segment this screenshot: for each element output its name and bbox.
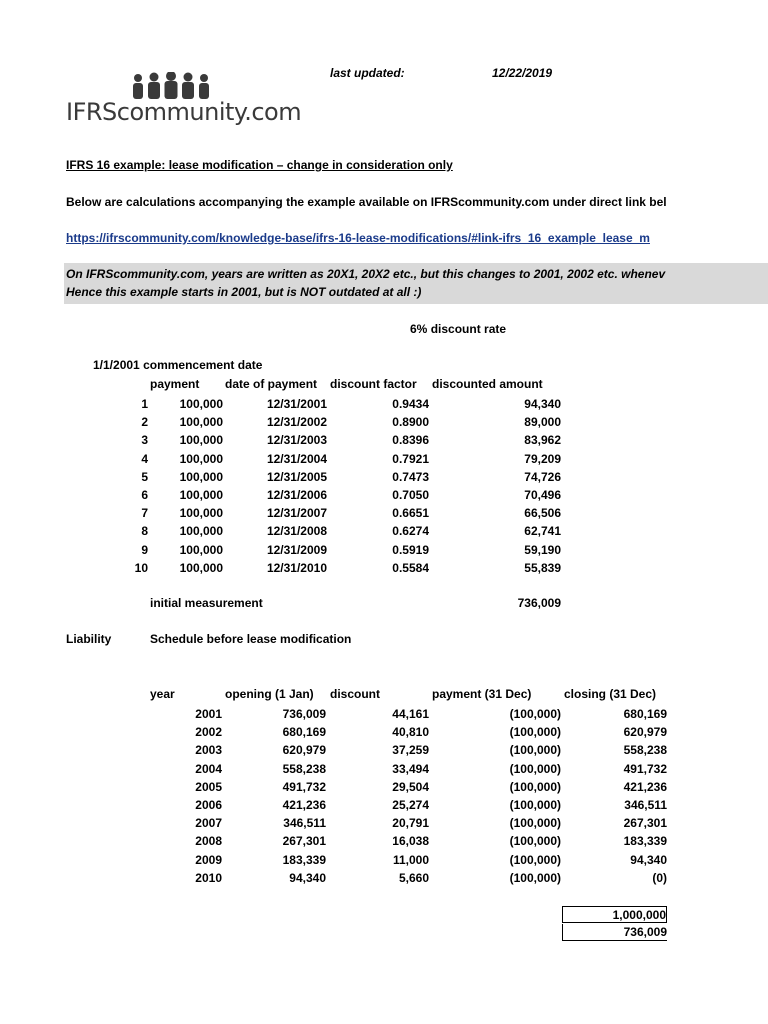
sched-opening: 94,340 — [289, 870, 326, 885]
payment-factor: 0.6274 — [392, 524, 429, 539]
col-header-date: date of payment — [225, 377, 318, 391]
sched-year: 2001 — [195, 707, 222, 721]
col-header-factor: discount factor — [330, 377, 417, 391]
sched-discount: 37,259 — [392, 743, 429, 758]
payment-amount: 100,000 — [179, 433, 223, 448]
payment-discounted: 70,496 — [524, 488, 561, 502]
sched-payment: (100,000) — [509, 870, 561, 885]
sched-opening: 346,511 — [283, 816, 326, 831]
initial-measurement-value: 736,009 — [517, 596, 561, 610]
sched-discount: 20,791 — [392, 816, 429, 831]
table-row — [0, 468, 768, 486]
payment-date: 12/31/2004 — [266, 451, 327, 466]
ifrscommunity-logo — [66, 72, 302, 132]
initial-measurement-label: initial measurement — [150, 596, 263, 610]
table-row — [0, 832, 768, 850]
payment-amount: 100,000 — [179, 560, 223, 575]
table-row — [0, 395, 768, 413]
payment-date: 12/31/2003 — [266, 433, 327, 448]
example-link[interactable]: https://ifrscommunity.com/knowledge-base/ifrs-16-lease-modifications/#link-ifrs_16_example_lease_m — [66, 231, 650, 245]
sched-discount: 29,504 — [392, 779, 429, 794]
payment-date: 12/31/2007 — [266, 506, 327, 521]
payment-factor: 0.8396 — [392, 433, 429, 448]
payment-date: 12/31/2001 — [266, 397, 327, 411]
sched-closing: 267,301 — [623, 816, 667, 831]
payment-number: 3 — [141, 433, 148, 448]
payment-discounted: 79,209 — [524, 451, 561, 466]
payment-amount: 100,000 — [179, 451, 223, 466]
sched-payment: (100,000) — [509, 761, 561, 776]
table-row — [0, 869, 768, 887]
sched-opening: 421,236 — [282, 798, 326, 812]
payment-factor: 0.7921 — [392, 451, 429, 466]
table-row — [0, 431, 768, 449]
table-row — [0, 522, 768, 540]
sched-year: 2003 — [195, 743, 222, 758]
sched-year: 2002 — [195, 725, 222, 740]
sched-closing: 94,340 — [630, 852, 667, 867]
col-header-payment: payment — [150, 377, 200, 391]
payment-factor: 0.9434 — [392, 397, 429, 411]
sched-payment: (100,000) — [509, 852, 561, 867]
sched-payment: (100,000) — [509, 816, 561, 831]
last-updated-value: 12/22/2019 — [492, 66, 553, 80]
sched-discount: 11,000 — [392, 852, 429, 867]
payment-amount: 100,000 — [179, 542, 223, 557]
sched-closing: 183,339 — [623, 834, 667, 849]
sched-year: 2008 — [195, 834, 222, 849]
payment-discounted: 62,741 — [524, 524, 561, 539]
sched-header-opening: opening (1 Jan) — [225, 687, 314, 701]
payment-date: 12/31/2008 — [266, 524, 327, 539]
payment-date: 12/31/2006 — [266, 488, 327, 502]
payment-number: 5 — [141, 469, 148, 484]
sched-year: 2005 — [195, 779, 222, 794]
note-line-2: Hence this example starts in 2001, but is NOT outdated at all :) — [66, 285, 422, 299]
sched-discount: 33,494 — [392, 761, 429, 776]
commencement-date — [93, 358, 262, 372]
table-row — [0, 814, 768, 832]
sched-year: 2010 — [195, 870, 222, 885]
sched-payment: (100,000) — [509, 779, 561, 794]
table-row — [0, 741, 768, 759]
sched-opening: 558,238 — [282, 761, 326, 776]
payment-discounted: 94,340 — [524, 397, 561, 411]
sched-discount: 5,660 — [398, 870, 429, 885]
sched-closing: 680,169 — [623, 707, 667, 721]
payment-number: 7 — [141, 506, 148, 521]
sched-discount: 44,161 — [392, 707, 429, 721]
payment-number: 1 — [141, 397, 148, 411]
sched-closing: 558,238 — [623, 743, 667, 758]
payment-discounted: 55,839 — [524, 560, 561, 575]
table-row — [0, 851, 768, 869]
sched-year: 2009 — [195, 852, 222, 867]
payment-number: 2 — [141, 415, 148, 430]
sched-payment: (100,000) — [509, 798, 561, 812]
note-line-1: On IFRScommunity.com, years are written as 20X1, 20X2 etc., but this changes to 2001, 2002 etc. whenev — [66, 267, 666, 281]
payment-discounted: 83,962 — [524, 433, 561, 448]
table-row — [0, 413, 768, 431]
table-row — [0, 796, 768, 814]
last-updated-label: last updated: — [330, 66, 405, 80]
discount-rate — [410, 322, 506, 336]
sched-payment: (100,000) — [509, 743, 561, 758]
table-row — [0, 450, 768, 468]
table-row — [0, 559, 768, 577]
sched-opening: 267,301 — [282, 834, 326, 849]
payment-discounted: 74,726 — [524, 469, 561, 484]
intro-text: Below are calculations accompanying the example available on IFRScommunity.com under direct link bel — [66, 195, 667, 209]
table-row — [0, 723, 768, 741]
payment-factor: 0.5584 — [392, 560, 429, 575]
table-row — [0, 541, 768, 559]
payment-amount: 100,000 — [179, 488, 223, 502]
commencement-date-label: commencement date — [143, 358, 263, 372]
payment-factor: 0.7473 — [392, 469, 429, 484]
sched-discount: 25,274 — [392, 798, 429, 812]
sched-opening: 736,009 — [282, 707, 326, 721]
payment-number: 8 — [141, 524, 148, 539]
sched-payment: (100,000) — [509, 725, 561, 740]
sched-opening: 491,732 — [282, 779, 326, 794]
discount-rate-value: 6% — [410, 322, 428, 336]
sched-header-year: year — [150, 687, 175, 701]
note-box — [64, 263, 768, 304]
table-row — [0, 486, 768, 504]
sched-header-discount: discount — [330, 687, 380, 701]
payment-factor: 0.7050 — [392, 488, 429, 502]
sched-closing: 491,732 — [623, 761, 667, 776]
payment-amount: 100,000 — [179, 397, 223, 411]
sched-header-payment: payment (31 Dec) — [432, 687, 532, 701]
col-header-amount: discounted amount — [432, 377, 543, 391]
payment-factor: 0.6651 — [392, 506, 429, 521]
payment-date: 12/31/2002 — [266, 415, 327, 430]
payment-discounted: 66,506 — [524, 506, 561, 521]
table-row — [0, 705, 768, 723]
page-title: IFRS 16 example: lease modification – change in consideration only — [66, 158, 453, 172]
sched-discount: 16,038 — [392, 834, 429, 849]
payment-number: 10 — [134, 560, 148, 575]
payment-date: 12/31/2005 — [266, 469, 327, 484]
sched-closing: 346,511 — [624, 798, 667, 812]
liability-label: Liability — [66, 632, 112, 646]
sched-year: 2007 — [195, 816, 222, 831]
table-row — [0, 760, 768, 778]
payment-date: 12/31/2010 — [266, 560, 327, 575]
sched-closing: 620,979 — [623, 725, 667, 740]
payment-amount: 100,000 — [179, 506, 223, 521]
payment-amount: 100,000 — [179, 524, 223, 539]
sched-closing: (0) — [652, 870, 667, 885]
table-row — [0, 504, 768, 522]
discount-rate-label: discount rate — [430, 322, 507, 336]
schedule-title: Schedule before lease modification — [150, 632, 352, 646]
payment-discounted: 89,000 — [524, 415, 561, 430]
sched-year: 2006 — [195, 798, 222, 812]
sched-opening: 680,169 — [282, 725, 326, 740]
sched-discount: 40,810 — [392, 725, 429, 740]
payment-factor: 0.5919 — [392, 542, 429, 557]
payment-number: 4 — [141, 451, 148, 466]
commencement-date-value: 1/1/2001 — [93, 358, 140, 372]
payment-discounted: 59,190 — [524, 542, 561, 557]
sched-closing: 421,236 — [623, 779, 667, 794]
sched-year: 2004 — [195, 761, 222, 776]
sched-payment: (100,000) — [509, 834, 561, 849]
payment-number: 9 — [141, 542, 148, 557]
payment-number: 6 — [141, 488, 148, 502]
logo-wordmark: IFRScommunity.com — [66, 98, 302, 126]
payment-date: 12/31/2009 — [266, 542, 327, 557]
total-payments: 1,000,000 — [562, 906, 667, 923]
payment-amount: 100,000 — [179, 469, 223, 484]
sched-payment: (100,000) — [509, 707, 561, 721]
payment-factor: 0.8900 — [392, 415, 429, 430]
sched-opening: 183,339 — [282, 852, 326, 867]
table-row — [0, 778, 768, 796]
total-discounted: 736,009 — [562, 924, 667, 941]
sched-header-closing: closing (31 Dec) — [564, 687, 657, 701]
payment-amount: 100,000 — [179, 415, 223, 430]
sched-opening: 620,979 — [282, 743, 326, 758]
